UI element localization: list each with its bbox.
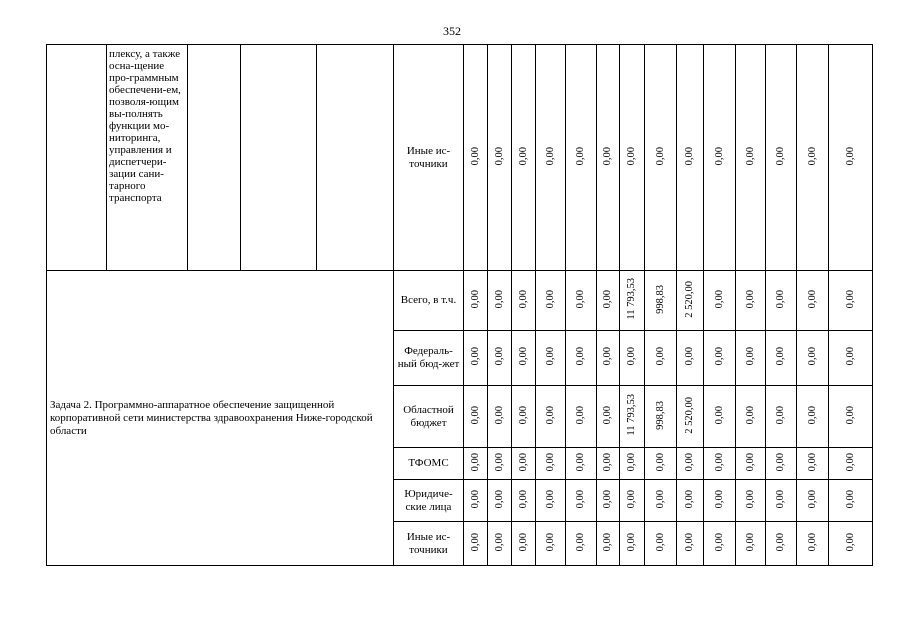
value-text: 0,00	[806, 489, 818, 509]
value-text: 0,00	[744, 489, 756, 509]
value-text: 0,00	[744, 289, 756, 309]
value-text: 0,00	[469, 489, 481, 509]
value-cell	[736, 448, 766, 480]
value-cell	[464, 386, 488, 448]
value-text: 0,00	[744, 405, 756, 425]
value-text: 0,00	[654, 146, 666, 166]
value-text: 998,83	[654, 284, 666, 314]
value-cell	[645, 386, 677, 448]
value-text: 0,00	[469, 532, 481, 552]
value-text: 0,00	[806, 289, 818, 309]
value-text: 0,00	[775, 405, 786, 425]
value-cell	[464, 522, 488, 566]
value-cell	[512, 45, 536, 271]
value-cell	[597, 45, 620, 271]
value-cell	[736, 331, 766, 386]
value-cell	[536, 480, 566, 522]
value-text: 11 793,53	[626, 394, 637, 436]
source-label: Иные ис-точники	[394, 522, 464, 566]
value-text: 0,00	[713, 405, 725, 425]
value-cell	[488, 331, 512, 386]
value-text: 0,00	[544, 452, 556, 472]
value-cell	[736, 522, 766, 566]
value-cell	[620, 522, 645, 566]
value-cell	[797, 386, 829, 448]
value-text: 0,00	[602, 289, 613, 309]
value-text: 0,00	[744, 452, 756, 472]
value-cell	[736, 45, 766, 271]
value-text: 0,00	[469, 146, 481, 166]
value-cell	[620, 386, 645, 448]
value-text: 0,00	[626, 489, 637, 509]
value-cell	[488, 480, 512, 522]
value-text: 0,00	[517, 452, 529, 472]
value-text: 0,00	[575, 146, 586, 166]
value-text: 0,00	[713, 146, 725, 166]
value-cell	[536, 448, 566, 480]
value-cell	[536, 331, 566, 386]
empty-cell	[241, 45, 317, 271]
value-cell	[597, 448, 620, 480]
value-cell	[597, 331, 620, 386]
value-cell	[797, 522, 829, 566]
value-text: 0,00	[806, 452, 818, 472]
value-text: 0,00	[844, 146, 856, 166]
value-cell	[464, 480, 488, 522]
value-cell	[766, 480, 797, 522]
value-cell	[536, 271, 566, 331]
source-label: Иные ис-точники	[394, 45, 464, 271]
value-cell	[829, 448, 873, 480]
value-text: 0,00	[544, 347, 556, 366]
value-cell	[677, 271, 704, 331]
value-text: 0,00	[654, 452, 666, 472]
value-cell	[566, 522, 597, 566]
value-cell	[645, 480, 677, 522]
value-cell	[677, 331, 704, 386]
value-cell	[797, 45, 829, 271]
value-text: 0,00	[713, 532, 725, 552]
value-text: 0,00	[602, 347, 613, 366]
value-text: 0,00	[775, 452, 786, 472]
value-cell	[797, 480, 829, 522]
value-text: 0,00	[575, 452, 586, 472]
value-cell	[704, 522, 736, 566]
value-cell	[488, 45, 512, 271]
value-cell	[566, 45, 597, 271]
value-text: 0,00	[493, 146, 505, 166]
value-cell	[645, 45, 677, 271]
value-cell	[766, 522, 797, 566]
measure-description: плексу, а также осна-щение про-граммным обеспечени-ем, позволя-ющим вы-полнять функции мо-ниторинга, управления и диспетчери-зации сани-тарного транспорта	[107, 45, 188, 271]
value-cell	[597, 271, 620, 331]
value-cell	[464, 448, 488, 480]
value-text: 0,00	[844, 289, 856, 309]
value-text: 0,00	[517, 146, 529, 166]
value-text: 998,83	[654, 400, 666, 430]
value-text: 0,00	[684, 347, 695, 366]
value-cell	[829, 386, 873, 448]
value-text: 0,00	[684, 452, 695, 472]
value-cell	[797, 331, 829, 386]
value-cell	[597, 522, 620, 566]
value-cell	[566, 386, 597, 448]
value-cell	[464, 331, 488, 386]
value-text: 0,00	[544, 405, 556, 425]
value-cell	[704, 448, 736, 480]
value-text: 0,00	[493, 452, 505, 472]
value-cell	[704, 271, 736, 331]
value-text: 0,00	[684, 532, 695, 552]
value-text: 0,00	[544, 146, 556, 166]
value-cell	[512, 448, 536, 480]
value-cell	[566, 271, 597, 331]
value-cell	[704, 45, 736, 271]
value-cell	[536, 522, 566, 566]
value-text: 0,00	[469, 347, 481, 366]
value-cell	[536, 386, 566, 448]
task-title: Задача 2. Программно-аппаратное обеспечение защищенной корпоративной сети министерства здравоохранения Ниже-городской области	[47, 271, 394, 566]
value-cell	[736, 480, 766, 522]
page-number: 352	[443, 24, 461, 38]
value-cell	[620, 480, 645, 522]
value-cell	[512, 386, 536, 448]
value-text: 0,00	[775, 347, 786, 366]
value-text: 0,00	[775, 289, 786, 309]
value-text: 2 520,00	[684, 280, 695, 318]
value-cell	[645, 271, 677, 331]
value-cell	[488, 271, 512, 331]
table-row-top	[47, 45, 873, 271]
value-text: 0,00	[844, 452, 856, 472]
value-text: 2 520,00	[684, 396, 695, 434]
value-text: 0,00	[517, 489, 529, 509]
value-cell	[736, 271, 766, 331]
value-text: 0,00	[744, 146, 756, 166]
value-text: 0,00	[602, 452, 613, 472]
value-text: 0,00	[493, 532, 505, 552]
value-text: 0,00	[575, 532, 586, 552]
value-text: 0,00	[517, 347, 529, 366]
table-row	[47, 271, 873, 331]
value-cell	[597, 480, 620, 522]
value-text: 0,00	[493, 489, 505, 509]
value-cell	[829, 331, 873, 386]
value-text: 0,00	[744, 347, 756, 366]
value-cell	[797, 448, 829, 480]
value-text: 0,00	[775, 489, 786, 509]
value-cell	[488, 448, 512, 480]
value-cell	[620, 448, 645, 480]
value-cell	[766, 448, 797, 480]
value-cell	[677, 386, 704, 448]
value-text: 0,00	[575, 347, 586, 366]
value-cell	[766, 45, 797, 271]
value-text: 0,00	[469, 452, 481, 472]
value-text: 11 793,53	[626, 278, 637, 320]
value-text: 0,00	[602, 146, 613, 166]
value-cell	[645, 522, 677, 566]
value-text: 0,00	[575, 405, 586, 425]
value-text: 0,00	[806, 146, 818, 166]
value-cell	[704, 386, 736, 448]
value-text: 0,00	[775, 146, 786, 166]
source-label: Федераль-ный бюд-жет	[394, 331, 464, 386]
value-text: 0,00	[713, 452, 725, 472]
empty-cell	[317, 45, 394, 271]
value-cell	[736, 386, 766, 448]
value-cell	[704, 331, 736, 386]
value-cell	[829, 45, 873, 271]
value-text: 0,00	[493, 405, 505, 425]
value-cell	[536, 45, 566, 271]
empty-cell	[47, 45, 107, 271]
value-text: 0,00	[806, 347, 818, 366]
value-cell	[512, 522, 536, 566]
value-cell	[677, 480, 704, 522]
value-cell	[677, 45, 704, 271]
value-cell	[566, 331, 597, 386]
source-label: Областной бюджет	[394, 386, 464, 448]
value-cell	[488, 522, 512, 566]
empty-cell	[188, 45, 241, 271]
value-text: 0,00	[517, 532, 529, 552]
value-text: 0,00	[744, 532, 756, 552]
value-text: 0,00	[654, 489, 666, 509]
funding-table	[46, 44, 873, 566]
value-text: 0,00	[654, 347, 666, 366]
value-cell	[620, 45, 645, 271]
value-text: 0,00	[684, 146, 695, 166]
source-label: Всего, в т.ч.	[394, 271, 464, 331]
value-cell	[620, 271, 645, 331]
value-text: 0,00	[654, 532, 666, 552]
value-text: 0,00	[775, 532, 786, 552]
value-text: 0,00	[844, 532, 856, 552]
value-text: 0,00	[713, 489, 725, 509]
value-text: 0,00	[626, 347, 637, 366]
value-cell	[704, 480, 736, 522]
value-text: 0,00	[602, 489, 613, 509]
value-cell	[677, 522, 704, 566]
value-cell	[512, 480, 536, 522]
value-cell	[766, 271, 797, 331]
value-cell	[797, 271, 829, 331]
value-text: 0,00	[469, 289, 481, 309]
value-text: 0,00	[575, 289, 586, 309]
value-text: 0,00	[544, 532, 556, 552]
value-text: 0,00	[493, 347, 505, 366]
value-cell	[645, 331, 677, 386]
value-cell	[464, 271, 488, 331]
value-text: 0,00	[602, 532, 613, 552]
value-cell	[829, 271, 873, 331]
value-cell	[597, 386, 620, 448]
value-cell	[620, 331, 645, 386]
value-text: 0,00	[517, 289, 529, 309]
value-cell	[488, 386, 512, 448]
value-text: 0,00	[684, 489, 695, 509]
value-text: 0,00	[806, 532, 818, 552]
value-text: 0,00	[575, 489, 586, 509]
value-cell	[677, 448, 704, 480]
value-text: 0,00	[544, 289, 556, 309]
value-cell	[512, 331, 536, 386]
value-text: 0,00	[713, 347, 725, 366]
value-text: 0,00	[806, 405, 818, 425]
value-cell	[829, 522, 873, 566]
value-cell	[566, 448, 597, 480]
value-text: 0,00	[517, 405, 529, 425]
value-cell	[829, 480, 873, 522]
value-cell	[512, 271, 536, 331]
value-text: 0,00	[844, 347, 856, 366]
value-text: 0,00	[626, 452, 637, 472]
value-text: 0,00	[493, 289, 505, 309]
value-text: 0,00	[844, 405, 856, 425]
value-text: 0,00	[544, 489, 556, 509]
value-text: 0,00	[713, 289, 725, 309]
source-label: ТФОМС	[394, 448, 464, 480]
value-cell	[566, 480, 597, 522]
value-cell	[464, 45, 488, 271]
value-cell	[766, 386, 797, 448]
source-label: Юридиче-ские лица	[394, 480, 464, 522]
value-text: 0,00	[626, 146, 637, 166]
value-text: 0,00	[844, 489, 856, 509]
value-text: 0,00	[469, 405, 481, 425]
value-cell	[766, 331, 797, 386]
value-cell	[645, 448, 677, 480]
value-text: 0,00	[602, 405, 613, 425]
value-text: 0,00	[626, 532, 637, 552]
